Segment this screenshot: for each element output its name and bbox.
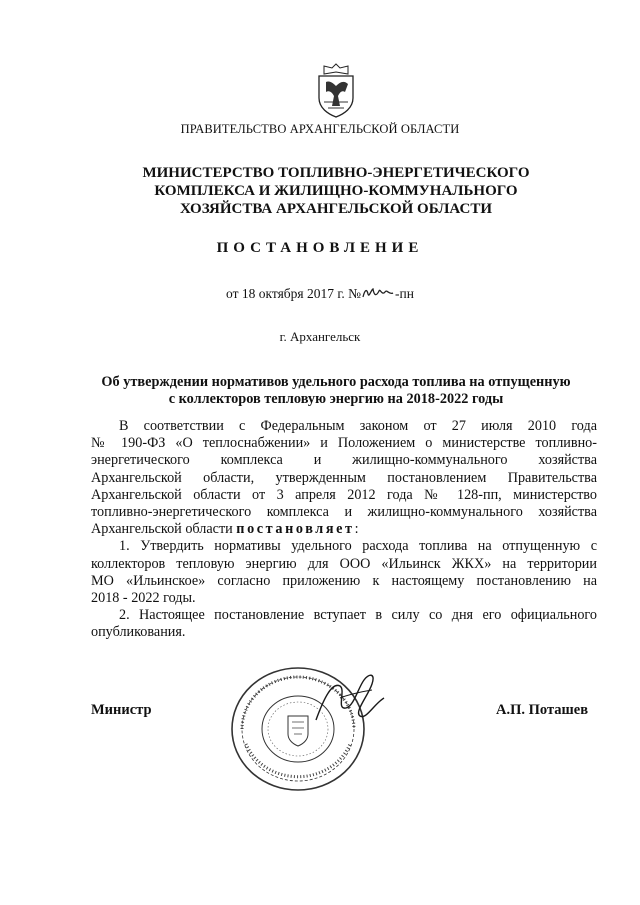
government-name: ПРАВИТЕЛЬСТВО АРХАНГЕЛЬСКОЙ ОБЛАСТИ [180,122,460,136]
clause1-line: МО «Ильинское» согласно приложению к настоящему постановлению на [91,572,597,589]
date-text: от 18 октября 2017 г. № [226,286,362,301]
document-type: ПОСТАНОВЛЕНИЕ [216,240,424,256]
preamble-line: В соответствии с Федеральным законом от 27 июля 2010 года [119,418,597,434]
ministry-line: МИНИСТЕРСТВО ТОПЛИВНО-ЭНЕРГЕТИЧЕСКОГО [142,165,530,181]
clause1-line: 2018 - 2022 годы. [91,590,196,607]
coat-of-arms-icon [314,62,358,118]
preamble-line: энергетического комплекса и жилищно-коммунального хозяйства [91,452,597,469]
preamble-line: Архангельской области, утвержденным постановлением Правительства [91,469,597,486]
clause1-line: 1. Утвердить нормативы удельного расхода топлива на отпущенную с [119,538,597,555]
handwritten-number-icon [361,286,395,300]
clause2-line: опубликования. [91,624,186,641]
document-body [91,418,597,642]
colon: : [354,521,359,538]
preamble-line: Архангельской области от 3 апреля 2012 года № 128-пп, министерство [91,486,597,503]
city: г. Архангельск [279,329,361,344]
clause2-line: 2. Настоящее постановление вступает в силу со дня его официального [119,607,597,624]
signer-title: Министр [91,702,152,718]
preamble-text: Архангельской области [91,521,237,538]
clause1-line: коллекторов тепловую энергию для ООО «Ильинск ЖКХ» на территории [91,555,597,572]
preamble-line: топливно-энергетического комплекса и жилищно-коммунального хозяйства [91,504,597,521]
subject-line: с коллекторов тепловую энергию на 2018-2022 годы [168,391,504,407]
handwritten-signature-icon [310,668,390,728]
number-suffix: -пн [395,286,414,301]
ministry-name [100,164,572,218]
preamble-line: № 190-ФЗ «О теплоснабжении» и Положением о министерстве топливно- [91,435,597,452]
document-date [0,286,640,302]
ministry-line: КОМПЛЕКСА И ЖИЛИЩНО-КОММУНАЛЬНОГО [154,183,518,199]
ministry-line: ХОЗЯЙСТВА АРХАНГЕЛЬСКОЙ ОБЛАСТИ [179,201,493,217]
document-subject [66,374,606,408]
signer-name: А.П. Поташев [496,702,589,718]
preamble-line [91,521,597,538]
resolves-word: постановляет [236,521,355,538]
subject-line: Об утверждении нормативов удельного расхода топлива на отпущенную [101,374,571,390]
